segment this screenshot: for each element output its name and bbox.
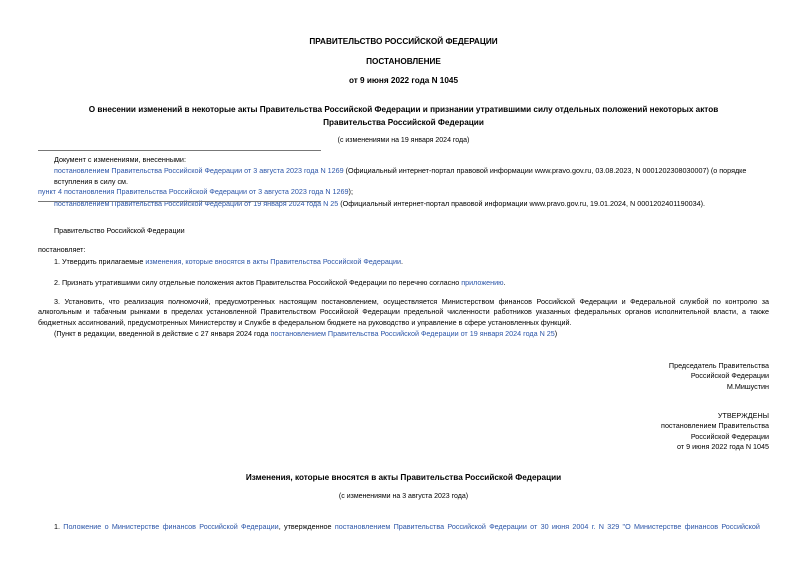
paragraph-3-note-text: (Пункт в редакции, введенной в действие с 27 января 2024 года xyxy=(54,329,271,338)
paragraph-2-end: . xyxy=(503,278,506,287)
paragraph-3-note xyxy=(54,329,557,339)
paragraph-3: 3. Установить, что реализация полномочий, предусмотренных настоящим постановлением, осуществляется Министерством финансов Российской Федерации и Федеральной службой по контролю за алкогольным и табачным рынками в пределах установленной Правительством Российской Федерации предельной численности работников указанных федеральных органов исполнительной власти, а также бюджетных ассигнований, предусмотренных Министерству и Службе в федеральном бюджете на руководство и управление в сфере установленных функций. xyxy=(38,297,769,327)
approved-line4: от 9 июня 2022 года N 1045 xyxy=(676,442,769,452)
changes-item-2 xyxy=(54,198,769,209)
approved-line2: постановлением Правительства xyxy=(661,421,769,431)
doc-title-line1: О внесении изменений в некоторые акты Правительства Российской Федерации и признании утратившими силу отдельных положений некоторых актов xyxy=(88,105,719,114)
changes-item-1-cont xyxy=(38,187,769,197)
amendment-link-2024[interactable]: постановлением Правительства Российской Федерации от 19 января 2024 года N 25 xyxy=(54,198,339,208)
annex-title: Изменения, которые вносятся в акты Правительства Российской Федерации xyxy=(245,473,562,482)
signature-line1: Председатель Правительства xyxy=(668,361,769,370)
doc-date-number: от 9 июня 2022 года N 1045 xyxy=(348,76,459,85)
annex-revision-note: (с изменениями на 3 августа 2023 года) xyxy=(338,493,469,500)
paragraph-1-end: . xyxy=(400,257,403,266)
changes-item-2-text: (Официальный интернет-портал правовой информации www.pravo.gov.ru, 19.01.2024, N 0001202401190034). xyxy=(338,198,706,208)
paragraph-2-text: 2. Признать утратившими силу отдельные положения актов Правительства Российской Федерации по перечню согласно xyxy=(54,278,462,287)
paragraph-1-text: 1. Утвердить прилагаемые xyxy=(54,257,146,266)
decides: постановляет: xyxy=(38,245,86,254)
changes-bottom-rule xyxy=(38,201,321,202)
changes-item-1-text: (Официальный интернет-портал правовой информации www.pravo.gov.ru, 03.08.2023, N 0001202308030007) (о порядке вступления в силу см. xyxy=(54,166,747,186)
revision-note: (с изменениями на 19 января 2024 года) xyxy=(337,137,470,144)
doc-type-heading: ПОСТАНОВЛЕНИЕ xyxy=(366,57,441,66)
changes-top-rule xyxy=(38,150,321,151)
approved-line3: Российской Федерации xyxy=(690,431,769,441)
signature-line2: Российской Федерации xyxy=(690,371,769,381)
paragraph-3-note-end: ) xyxy=(554,329,558,338)
paragraph-2 xyxy=(54,278,506,288)
resolution-329-link[interactable]: постановлением Правительства Российской Федерации от 30 июня 2004 г. N 329 "О Министерстве финансов Российской xyxy=(334,522,760,531)
amendment-point4-link[interactable]: пункт 4 постановления Правительства Российской Федерации от 3 августа 2023 года N 1269 xyxy=(38,187,349,197)
annex-item-1 xyxy=(54,522,769,532)
signature-block xyxy=(500,361,769,392)
finance-ministry-regulation-link[interactable]: Положение о Министерстве финансов Российской Федерации xyxy=(63,522,279,531)
amendment-link-2024-note[interactable]: постановлением Правительства Российской Федерации от 19 января 2024 года N 25 xyxy=(270,329,555,338)
government-heading: ПРАВИТЕЛЬСТВО РОССИЙСКОЙ ФЕДЕРАЦИИ xyxy=(309,37,498,46)
changes-item-1-tail: ); xyxy=(348,187,353,197)
approved-line1: УТВЕРЖДЕНЫ xyxy=(717,411,769,420)
changes-annex-link[interactable]: изменения, которые вносятся в акты Правительства Российской Федерации xyxy=(145,257,401,266)
amendment-link-2023[interactable]: постановлением Правительства Российской Федерации от 3 августа 2023 года N 1269 xyxy=(54,166,344,176)
doc-title-line2: Правительства Российской Федерации xyxy=(323,118,484,127)
changes-intro: Документ с изменениями, внесенными: xyxy=(54,155,186,164)
approved-block xyxy=(500,411,769,453)
annex-item-1-mid: , утвержденное xyxy=(278,522,335,531)
paragraph-1 xyxy=(54,257,403,267)
annex-item-1-num: 1. xyxy=(54,522,64,531)
signature-name: М.Мишустин xyxy=(726,381,769,391)
issuer: Правительство Российской Федерации xyxy=(54,226,185,235)
changes-item-1 xyxy=(54,165,769,187)
appendix-link[interactable]: приложению xyxy=(461,278,504,287)
